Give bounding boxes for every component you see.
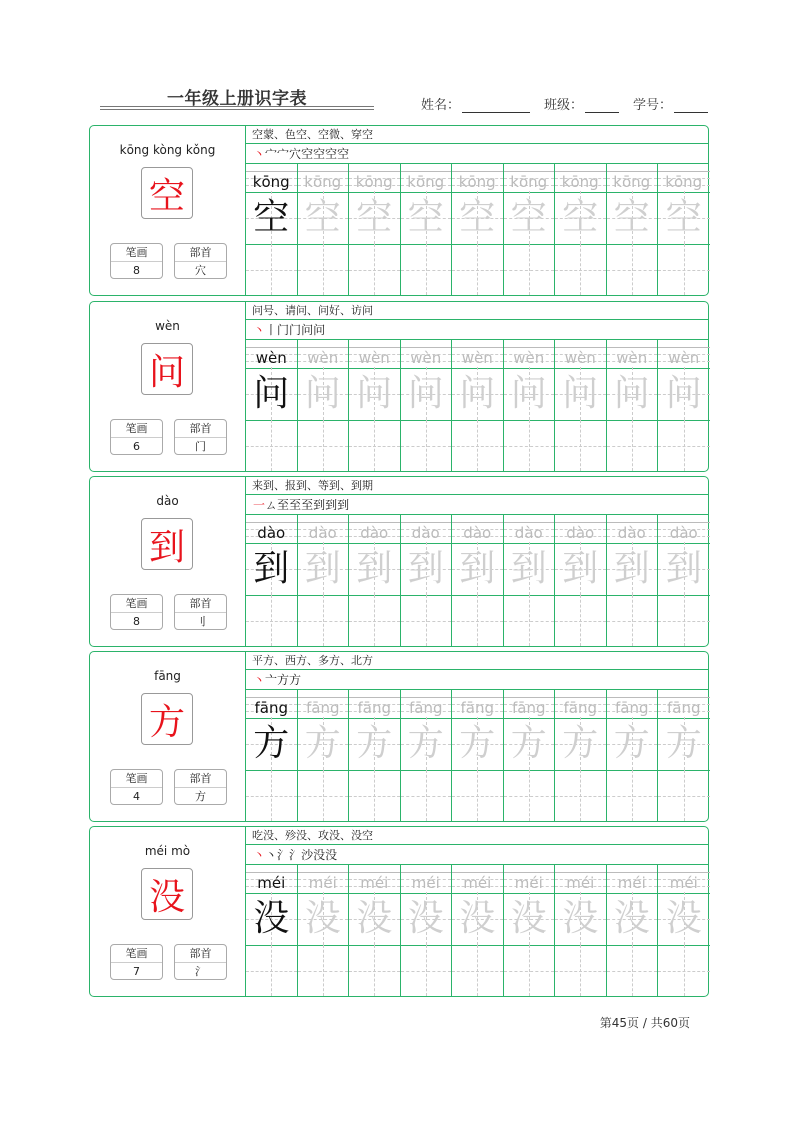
stroke-count-label: 笔画	[111, 595, 162, 613]
class-label: 班级：	[543, 98, 583, 113]
grid-pinyin: dào	[617, 524, 646, 542]
radical-label: 部首	[175, 945, 226, 963]
stroke-order	[246, 320, 708, 340]
blank-practice[interactable]	[555, 420, 606, 471]
stroke-count-box	[110, 419, 163, 455]
stroke-step: 宀	[265, 147, 278, 161]
radical-label: 部首	[175, 770, 226, 788]
stroke-step: 没	[313, 848, 326, 862]
grid-character: 到	[356, 548, 393, 589]
grid-pinyin: wèn	[461, 349, 493, 367]
blank-practice[interactable]	[349, 945, 400, 996]
practice-cell[interactable]	[349, 340, 401, 471]
practice-cell[interactable]	[246, 340, 298, 471]
blank-practice[interactable]	[607, 945, 658, 996]
grid-character: 空	[407, 197, 444, 238]
grid-character: 到	[613, 548, 650, 589]
stroke-count-label: 笔画	[111, 945, 162, 963]
stroke-step: 到	[313, 498, 326, 512]
character-card	[89, 826, 709, 997]
practice-cell[interactable]	[246, 515, 298, 646]
practice-cell[interactable]	[401, 164, 453, 295]
stroke-count-value: 4	[133, 790, 140, 803]
character-display: 方	[141, 693, 193, 745]
practice-cell[interactable]	[555, 865, 607, 996]
blank-practice[interactable]	[349, 595, 400, 646]
example-words: 吃没、殄没、攻没、没空	[246, 827, 708, 845]
grid-pinyin: kōng	[665, 173, 703, 191]
grid-pinyin: dào	[360, 524, 389, 542]
blank-practice[interactable]	[504, 945, 555, 996]
grid-character: 没	[665, 898, 702, 939]
blank-practice[interactable]	[452, 595, 503, 646]
practice-cell[interactable]	[504, 865, 556, 996]
stroke-step: 亠	[265, 673, 278, 687]
stroke-step: 空	[337, 147, 350, 161]
grid-pinyin: fāng	[408, 699, 443, 717]
class-field[interactable]	[544, 94, 619, 113]
example-words: 空蒙、色空、空微、穿空	[246, 126, 708, 144]
stroke-step: 至	[301, 498, 314, 512]
grid-character: 方	[356, 723, 393, 764]
blank-practice[interactable]	[504, 595, 555, 646]
grid-character: 问	[253, 373, 290, 414]
grid-character: 到	[562, 548, 599, 589]
grid-pinyin: méi	[617, 874, 646, 892]
grid-character: 到	[253, 548, 290, 589]
grid-pinyin: dào	[308, 524, 337, 542]
character-info	[90, 477, 245, 646]
grid-pinyin: fāng	[357, 699, 391, 717]
grid-character: 方	[562, 723, 599, 764]
radical-label: 部首	[175, 420, 226, 438]
grid-pinyin: dào	[566, 524, 595, 542]
grid-pinyin: méi	[360, 874, 389, 892]
grid-character: 问	[459, 373, 496, 414]
stroke-step: 丨	[265, 323, 278, 337]
practice-cell[interactable]	[658, 690, 710, 821]
name-field[interactable]	[421, 94, 530, 113]
blank-practice[interactable]	[452, 244, 503, 295]
practice-cell[interactable]	[298, 690, 350, 821]
blank-practice[interactable]	[401, 420, 452, 471]
grid-pinyin: wèn	[307, 349, 339, 367]
grid-pinyin: méi	[514, 874, 543, 892]
grid-character: 没	[562, 898, 599, 939]
blank-practice[interactable]	[658, 770, 710, 821]
radical-label: 部首	[175, 595, 226, 613]
practice-cell[interactable]	[658, 515, 710, 646]
radical-value: 穴	[195, 264, 206, 277]
stroke-count-value: 6	[133, 440, 140, 453]
practice-cell[interactable]	[298, 515, 350, 646]
stroke-step: 丶	[253, 848, 266, 862]
blank-practice[interactable]	[607, 420, 658, 471]
grid-pinyin: wèn	[513, 349, 545, 367]
grid-character: 问	[407, 373, 444, 414]
stroke-step: 宀	[277, 147, 290, 161]
stroke-step: 一	[253, 498, 266, 512]
practice-cell[interactable]	[298, 865, 350, 996]
grid-pinyin: kōng	[561, 173, 599, 191]
grid-pinyin: wèn	[255, 349, 287, 367]
stroke-step: 问	[313, 323, 326, 337]
writing-grid	[246, 865, 708, 996]
practice-cell[interactable]	[555, 690, 607, 821]
practice-cell[interactable]	[452, 690, 504, 821]
character-info	[90, 302, 245, 471]
grid-character: 空	[459, 197, 496, 238]
blank-practice[interactable]	[349, 770, 400, 821]
grid-pinyin: fāng	[305, 699, 340, 717]
practice-cell[interactable]	[607, 515, 659, 646]
grid-pinyin: kōng	[355, 173, 393, 191]
radical-label: 部首	[175, 244, 226, 262]
grid-character: 空	[304, 197, 341, 238]
character-pinyin: fāng	[154, 669, 181, 683]
radical-box	[174, 419, 227, 455]
stroke-step: 问	[301, 323, 314, 337]
practice-area	[245, 827, 708, 996]
practice-cell[interactable]	[246, 164, 298, 295]
radical-box	[174, 769, 227, 805]
blank-practice[interactable]	[452, 945, 503, 996]
grid-pinyin: wèn	[410, 349, 442, 367]
stroke-step: 空	[313, 147, 326, 161]
grid-character: 到	[510, 548, 547, 589]
stroke-count-box	[110, 243, 163, 279]
page-number: 第45页 / 共60页	[599, 1016, 690, 1030]
blank-practice[interactable]	[298, 420, 349, 471]
stroke-count-label: 笔画	[111, 420, 162, 438]
grid-pinyin: dào	[411, 524, 440, 542]
grid-character: 方	[613, 723, 650, 764]
grid-character: 问	[510, 373, 547, 414]
stroke-step: 方	[289, 673, 302, 687]
grid-character: 空	[510, 197, 547, 238]
grid-pinyin: kōng	[252, 173, 290, 191]
radical-value: 氵	[195, 965, 206, 978]
practice-cell[interactable]	[607, 865, 659, 996]
grid-pinyin: fāng	[511, 699, 546, 717]
grid-pinyin: wèn	[616, 349, 648, 367]
stroke-step: 至	[277, 498, 290, 512]
grid-pinyin: fāng	[614, 699, 649, 717]
practice-cell[interactable]	[504, 515, 556, 646]
practice-cell[interactable]	[349, 865, 401, 996]
stroke-step: 方	[277, 673, 290, 687]
page-title: 一年级上册识字表	[167, 89, 307, 109]
grid-character: 空	[665, 197, 702, 238]
stroke-step: 沙	[301, 848, 314, 862]
blank-practice[interactable]	[246, 420, 297, 471]
practice-area	[245, 302, 708, 471]
grid-character: 没	[304, 898, 341, 939]
blank-practice[interactable]	[401, 945, 452, 996]
title-rule	[100, 106, 374, 107]
practice-cell[interactable]	[452, 164, 504, 295]
radical-box	[174, 243, 227, 279]
stroke-step: 氵	[289, 848, 302, 862]
grid-character: 方	[407, 723, 444, 764]
character-display: 问	[141, 343, 193, 395]
blank-practice[interactable]	[658, 945, 710, 996]
grid-pinyin: méi	[257, 874, 286, 892]
grid-pinyin: méi	[411, 874, 440, 892]
practice-cell[interactable]	[658, 164, 710, 295]
practice-cell[interactable]	[401, 865, 453, 996]
character-info	[90, 827, 245, 996]
grid-character: 空	[253, 197, 290, 238]
practice-cell[interactable]	[607, 690, 659, 821]
character-display: 空	[141, 167, 193, 219]
stroke-count-box	[110, 769, 163, 805]
name-label: 姓名：	[420, 98, 460, 113]
grid-character: 问	[304, 373, 341, 414]
blank-practice[interactable]	[555, 595, 606, 646]
radical-value: 刂	[195, 615, 206, 628]
blank-practice[interactable]	[607, 244, 658, 295]
stroke-step: 空	[325, 147, 338, 161]
practice-cell[interactable]	[246, 865, 298, 996]
grid-character: 问	[562, 373, 599, 414]
grid-character: 空	[356, 197, 393, 238]
page-header	[0, 0, 800, 120]
character-card	[89, 476, 709, 647]
writing-grid	[246, 690, 708, 821]
name-blank[interactable]	[462, 100, 530, 113]
stroke-step: 至	[289, 498, 302, 512]
practice-cell[interactable]	[452, 515, 504, 646]
radical-value: 方	[195, 790, 206, 803]
blank-practice[interactable]	[298, 770, 349, 821]
stroke-count-value: 8	[133, 615, 140, 628]
stroke-step: 门	[289, 323, 302, 337]
practice-cell[interactable]	[607, 164, 659, 295]
practice-cell[interactable]	[555, 164, 607, 295]
grid-character: 方	[459, 723, 496, 764]
character-card	[89, 301, 709, 472]
grid-pinyin: kōng	[613, 173, 651, 191]
grid-character: 方	[510, 723, 547, 764]
grid-character: 方	[304, 723, 341, 764]
grid-character: 没	[407, 898, 444, 939]
stroke-count-value: 7	[133, 965, 140, 978]
character-info	[90, 126, 245, 295]
grid-character: 到	[407, 548, 444, 589]
blank-practice[interactable]	[401, 244, 452, 295]
practice-cell[interactable]	[401, 515, 453, 646]
character-info	[90, 652, 245, 821]
character-pinyin: dào	[156, 494, 179, 508]
character-pinyin: wèn	[155, 319, 180, 333]
grid-pinyin: méi	[669, 874, 698, 892]
blank-practice[interactable]	[452, 420, 503, 471]
stroke-step: 穴	[289, 147, 302, 161]
blank-practice[interactable]	[504, 420, 555, 471]
grid-pinyin: méi	[566, 874, 595, 892]
stroke-count-value: 8	[133, 264, 140, 277]
grid-character: 到	[304, 548, 341, 589]
practice-cell[interactable]	[452, 865, 504, 996]
blank-practice[interactable]	[298, 244, 349, 295]
radical-value: 门	[195, 440, 206, 453]
blank-practice[interactable]	[607, 770, 658, 821]
practice-cell[interactable]	[658, 340, 710, 471]
blank-practice[interactable]	[658, 595, 710, 646]
grid-character: 方	[665, 723, 702, 764]
practice-cell[interactable]	[349, 690, 401, 821]
practice-cell[interactable]	[504, 690, 556, 821]
character-display: 到	[141, 518, 193, 570]
grid-pinyin: dào	[669, 524, 698, 542]
grid-pinyin: fāng	[254, 699, 288, 717]
practice-cell[interactable]	[298, 340, 350, 471]
blank-practice[interactable]	[658, 244, 710, 295]
grid-character: 没	[459, 898, 496, 939]
grid-character: 问	[665, 373, 702, 414]
grid-pinyin: méi	[308, 874, 337, 892]
writing-grid	[246, 340, 708, 471]
writing-grid	[246, 515, 708, 646]
title-rule	[100, 109, 374, 110]
stroke-step: 丶	[253, 323, 266, 337]
grid-character: 没	[253, 898, 290, 939]
stroke-step: 丶	[253, 673, 266, 687]
practice-area	[245, 652, 708, 821]
student-info	[407, 94, 708, 113]
stroke-count-label: 笔画	[111, 770, 162, 788]
blank-practice[interactable]	[246, 244, 297, 295]
radical-box	[174, 944, 227, 980]
practice-cell[interactable]	[401, 340, 453, 471]
stroke-step: 氵	[277, 848, 290, 862]
grid-character: 到	[665, 548, 702, 589]
character-pinyin: méi mò	[144, 844, 191, 858]
grid-pinyin: wèn	[358, 349, 390, 367]
grid-pinyin: fāng	[563, 699, 597, 717]
blank-practice[interactable]	[555, 244, 606, 295]
blank-practice[interactable]	[504, 244, 555, 295]
grid-pinyin: kōng	[407, 173, 445, 191]
grid-character: 空	[613, 197, 650, 238]
practice-cell[interactable]	[555, 340, 607, 471]
example-words: 问号、请问、问好、访问	[246, 302, 708, 320]
practice-cell[interactable]	[349, 515, 401, 646]
grid-character: 没	[356, 898, 393, 939]
character-pinyin: kōng kòng kǒng	[119, 143, 216, 157]
example-words: 来到、报到、等到、到期	[246, 477, 708, 495]
grid-pinyin: méi	[463, 874, 492, 892]
grid-pinyin: kōng	[510, 173, 548, 191]
stroke-step: ㄙ	[265, 498, 278, 512]
blank-practice[interactable]	[298, 595, 349, 646]
practice-area	[245, 477, 708, 646]
blank-practice[interactable]	[555, 770, 606, 821]
practice-area	[245, 126, 708, 295]
grid-pinyin: wèn	[668, 349, 700, 367]
stroke-step: 到	[337, 498, 350, 512]
stroke-step: 没	[325, 848, 338, 862]
example-words: 平方、西方、多方、北方	[246, 652, 708, 670]
grid-pinyin: fāng	[460, 699, 494, 717]
grid-character: 没	[510, 898, 547, 939]
character-card	[89, 125, 709, 296]
character-card	[89, 651, 709, 822]
practice-cell[interactable]	[504, 340, 556, 471]
id-field[interactable]	[633, 94, 708, 113]
stroke-step: 丶	[265, 848, 278, 862]
stroke-count-label: 笔画	[111, 244, 162, 262]
grid-pinyin: dào	[514, 524, 543, 542]
blank-practice[interactable]	[298, 945, 349, 996]
grid-pinyin: fāng	[666, 699, 701, 717]
practice-cell[interactable]	[504, 164, 556, 295]
stroke-step: 门	[277, 323, 290, 337]
blank-practice[interactable]	[504, 770, 555, 821]
blank-practice[interactable]	[607, 595, 658, 646]
class-blank[interactable]	[585, 100, 619, 113]
blank-practice[interactable]	[349, 420, 400, 471]
practice-cell[interactable]	[349, 164, 401, 295]
stroke-order	[246, 670, 708, 690]
practice-cell[interactable]	[555, 515, 607, 646]
grid-pinyin: wèn	[564, 349, 596, 367]
writing-grid	[246, 164, 708, 295]
stroke-step: 丶	[253, 147, 266, 161]
blank-practice[interactable]	[555, 945, 606, 996]
id-label: 学号：	[632, 98, 672, 113]
grid-pinyin: dào	[463, 524, 492, 542]
id-blank[interactable]	[674, 100, 708, 113]
stroke-count-box	[110, 944, 163, 980]
character-display: 没	[141, 868, 193, 920]
blank-practice[interactable]	[658, 420, 710, 471]
stroke-order	[246, 144, 708, 164]
blank-practice[interactable]	[246, 770, 297, 821]
practice-cell[interactable]	[298, 164, 350, 295]
stroke-step: 到	[325, 498, 338, 512]
blank-practice[interactable]	[401, 595, 452, 646]
stroke-order	[246, 845, 708, 865]
grid-pinyin: dào	[257, 524, 286, 542]
grid-character: 方	[253, 723, 290, 764]
grid-character: 到	[459, 548, 496, 589]
practice-cell[interactable]	[452, 340, 504, 471]
practice-cell[interactable]	[658, 865, 710, 996]
grid-character: 问	[356, 373, 393, 414]
grid-pinyin: kōng	[458, 173, 496, 191]
practice-cell[interactable]	[607, 340, 659, 471]
radical-box	[174, 594, 227, 630]
blank-practice[interactable]	[246, 945, 297, 996]
blank-practice[interactable]	[401, 770, 452, 821]
practice-cell[interactable]	[401, 690, 453, 821]
grid-character: 空	[562, 197, 599, 238]
stroke-order	[246, 495, 708, 515]
stroke-step: 空	[301, 147, 314, 161]
grid-pinyin: kōng	[304, 173, 342, 191]
stroke-count-box	[110, 594, 163, 630]
grid-character: 没	[613, 898, 650, 939]
blank-practice[interactable]	[452, 770, 503, 821]
practice-cell[interactable]	[246, 690, 298, 821]
blank-practice[interactable]	[246, 595, 297, 646]
blank-practice[interactable]	[349, 244, 400, 295]
grid-character: 问	[613, 373, 650, 414]
